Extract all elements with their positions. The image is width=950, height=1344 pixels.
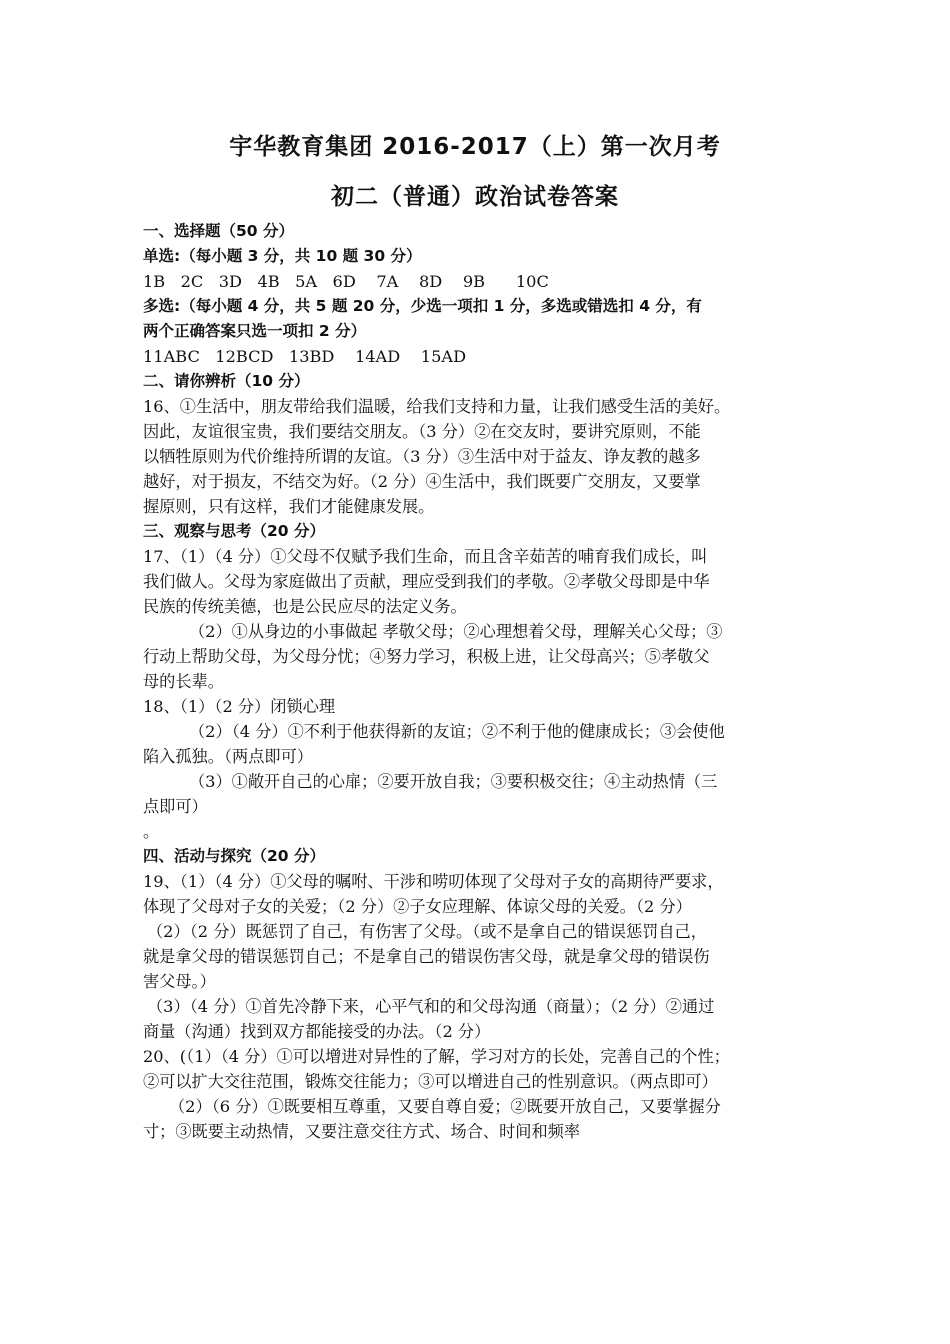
answer-line: 商量（沟通）找到双方都能接受的办法。（2 分） (143, 1022, 491, 1041)
answer-line: 20、(（1）（4 分）①可以增进对异性的了解，学习对方的长处，完善自己的个性； (143, 1047, 730, 1066)
answer-line: （3）（4 分）①首先冷静下来，心平气和的和父母沟通（商量）；（2 分）②通过 (147, 997, 715, 1016)
answer-line: （2）（4 分）①不利于他获得新的友谊；②不利于他的健康成长；③会使他 (189, 722, 725, 741)
answer-line: 握原则，只有这样，我们才能健康发展。 (143, 497, 435, 516)
answer-line: （3）①敞开自己的心扉；②要开放自我；③要积极交往；④主动热情（三 (189, 772, 718, 791)
answer-line: 体现了父母对子女的关爱；（2 分）②子女应理解、体谅父母的关爱。（2 分） (143, 897, 692, 916)
answer-line: （2）①从身边的小事做起 孝敬父母；②心理想着父母，理解关心父母；③ (189, 622, 723, 641)
answer-line: 1B 2C 3D 4B 5A 6D 7A 8D 9B 10C (143, 272, 549, 291)
answer-body (143, 219, 811, 1144)
answer-line: 。 (143, 822, 160, 841)
answer-line: 母的长辈。 (143, 672, 224, 691)
page-title: 宇华教育集团 2016-2017（上）第一次月考 (229, 134, 721, 160)
answer-line: 以牺牲原则为代价维持所谓的友谊。（3 分）③生活中对于益友、诤友教的越多 (143, 447, 701, 466)
answer-line: ②可以扩大交往范围，锻炼交往能力；③可以增进自己的性别意识。（两点即可） (143, 1072, 718, 1091)
answer-line: 17、（1）（4 分）①父母不仅赋予我们生命，而且含辛茹苦的哺育我们成长，叫 (143, 547, 708, 566)
subsection-heading: 单选:（每小题 3 分，共 10 题 30 分） (143, 247, 422, 265)
section-heading: 四、活动与探究（20 分） (143, 847, 325, 865)
answer-line: 18、（1）（2 分）闭锁心理 (143, 697, 336, 716)
section-heading: 一、选择题（50 分） (143, 222, 294, 240)
answer-line: 就是拿父母的错误惩罚自己；不是拿自己的错误伤害父母，就是拿父母的错误伤 (143, 947, 710, 966)
subsection-heading: 两个正确答案只选一项扣 2 分） (143, 322, 367, 340)
answer-line: 寸；③既要主动热情，又要注意交往方式、场合、时间和频率 (143, 1122, 581, 1141)
answer-line: 我们做人。父母为家庭做出了贡献，理应受到我们的孝敬。②孝敬父母即是中华 (143, 572, 710, 591)
answer-line: 11ABC 12BCD 13BD 14AD 15AD (143, 347, 467, 366)
answer-line: 行动上帮助父母，为父母分忧；④努力学习，积极上进，让父母高兴；⑤孝敬父 (143, 647, 710, 666)
answer-line: 越好，对于损友，不结交为好。（2 分）④生活中，我们既要广交朋友，又要掌 (143, 472, 701, 491)
answer-line: 民族的传统美德，也是公民应尽的法定义务。 (143, 597, 467, 616)
answer-line: 陷入孤独。（两点即可） (143, 747, 313, 766)
answer-line: 害父母。） (143, 972, 216, 991)
answer-line: （2）（2 分）既惩罚了自己，有伤害了父母。（或不是拿自己的错误惩罚自己， (147, 922, 707, 941)
subsection-heading: 多选:（每小题 4 分，共 5 题 20 分，少选一项扣 1 分，多选或错选扣 4 分，有 (143, 297, 702, 315)
section-heading: 二、请你辨析（10 分） (143, 372, 310, 390)
answer-line: 因此，友谊很宝贵，我们要结交朋友。（3 分）②在交友时，要讲究原则，不能 (143, 422, 701, 441)
answer-line: （2）（6 分）①既要相互尊重，又要自尊自爱；②既要开放自己，又要掌握分 (169, 1097, 721, 1116)
answer-line: 16、①生活中，朋友带给我们温暖，给我们支持和力量，让我们感受生活的美好。 (143, 397, 731, 416)
answer-line: 点即可） (143, 797, 208, 816)
section-heading: 三、观察与思考（20 分） (143, 522, 325, 540)
page-subtitle: 初二（普通）政治试卷答案 (331, 184, 619, 210)
answer-line: 19、（1）（4 分）①父母的嘱咐、干涉和唠叨体现了父母对子女的高期待严要求， (143, 872, 724, 891)
